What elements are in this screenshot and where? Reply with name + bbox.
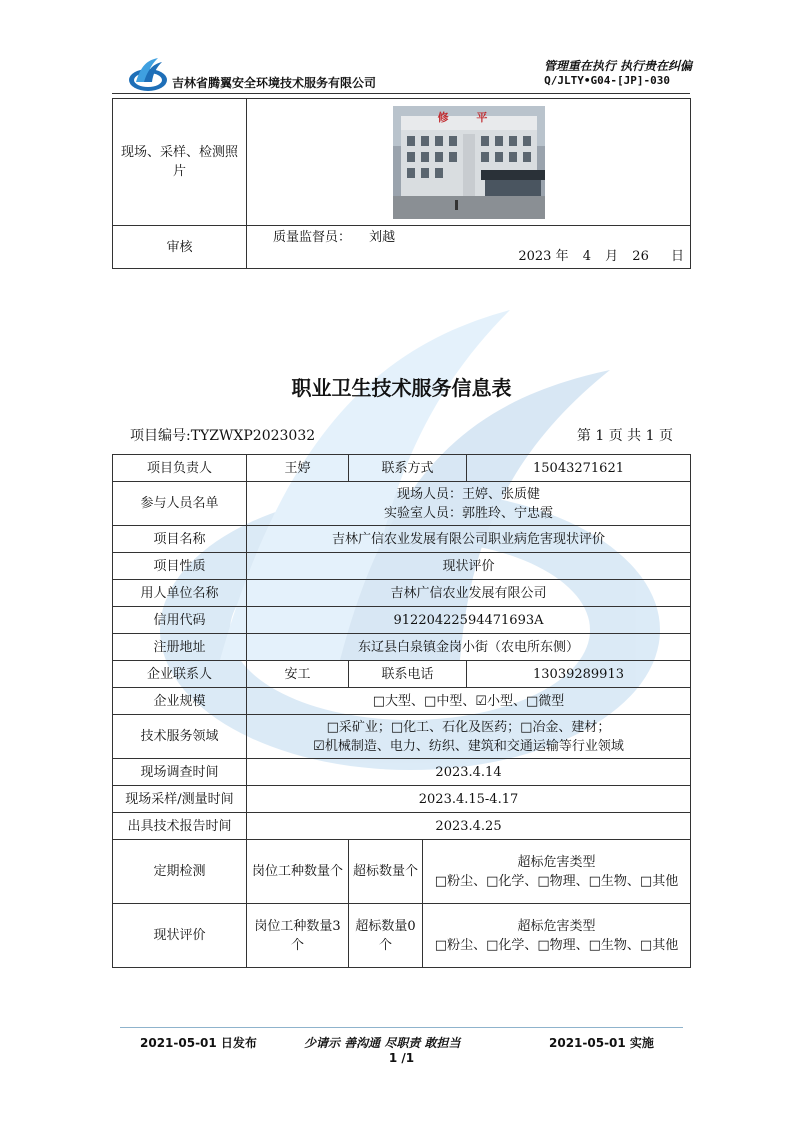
current-hazard-title: 超标危害类型 <box>517 918 596 934</box>
site-photo <box>393 106 545 219</box>
credit-code-label: 信用代码 <box>113 607 247 634</box>
participants-line2: 实验室人员：郭胜玲、宁忠霞 <box>384 505 554 521</box>
periodic-hazard-cell <box>423 840 691 904</box>
field-line2: ☑机械制造、电力、纺织、建筑和交通运输等行业领域 <box>313 738 624 754</box>
field-label: 技术服务领域 <box>113 715 247 759</box>
sampling-time-value: 2023.4.15-4.17 <box>247 786 691 813</box>
supervisor-label: 质量监督员： <box>273 230 352 245</box>
year-char: 年 <box>555 249 569 264</box>
document-code: Q/JLTY•G04-[JP]-030 <box>544 74 670 87</box>
current-posts: 岗位工种数量3个 <box>247 904 349 968</box>
footer-divider <box>120 1027 683 1028</box>
review-label: 审核 <box>113 226 247 269</box>
periodic-exceed: 超标数量个 <box>349 840 423 904</box>
footer-slogan: 少请示 善沟通 尽职责 敢担当 <box>304 1036 461 1050</box>
page-info: 第 1 页 共 1 页 <box>576 428 673 444</box>
supervisor-name: 刘越 <box>369 230 396 245</box>
company-logo-icon <box>128 56 168 92</box>
company-name: 吉林省腾翼安全环境技术服务有限公司 <box>172 76 377 90</box>
header-divider <box>112 93 690 94</box>
sampling-time-label: 现场采样/测量时间 <box>113 786 247 813</box>
leader-value: 王婷 <box>247 455 349 482</box>
employer-label: 用人单位名称 <box>113 580 247 607</box>
address-label: 注册地址 <box>113 634 247 661</box>
current-label: 现状评价 <box>113 904 247 968</box>
participants-label: 参与人员名单 <box>113 482 247 526</box>
phone-label: 联系电话 <box>349 661 467 688</box>
review-day: 26 <box>632 249 649 264</box>
report-time-label: 出具技术报告时间 <box>113 813 247 840</box>
footer-page-number: 1 /1 <box>388 1051 415 1065</box>
effective-date: 2021-05-01 实施 <box>549 1036 654 1050</box>
project-name-value: 吉林广信农业发展有限公司职业病危害现状评价 <box>247 526 691 553</box>
scale-label: 企业规模 <box>113 688 247 715</box>
report-time-value: 2023.4.25 <box>247 813 691 840</box>
project-number: 项目编号:TYZWXP2023032 <box>130 428 316 444</box>
current-exceed: 超标数量0个 <box>349 904 423 968</box>
review-date <box>253 247 684 266</box>
scale-options: □大型、□中型、☑小型、□微型 <box>247 688 691 715</box>
survey-time-value: 2023.4.14 <box>247 759 691 786</box>
phone-value: 13039289913 <box>467 661 691 688</box>
review-cell <box>247 226 691 269</box>
project-nature-label: 项目性质 <box>113 553 247 580</box>
review-month: 4 <box>582 249 591 264</box>
field-line1: □采矿业；□化工、石化及医药；□冶金、建材； <box>326 719 611 735</box>
contact-value: 15043271621 <box>467 455 691 482</box>
current-hazard-options: □粉尘、□化学、□物理、□生物、□其他 <box>434 937 679 953</box>
participants-cell <box>247 482 691 526</box>
day-char: 日 <box>670 249 684 264</box>
company-motto: 管理重在执行 执行贵在纠偏 <box>543 59 692 73</box>
month-char: 月 <box>605 249 619 264</box>
participants-line1: 现场人员：王婷、张质健 <box>397 486 541 502</box>
project-name-label: 项目名称 <box>113 526 247 553</box>
survey-time-label: 现场调查时间 <box>113 759 247 786</box>
credit-code-value: 91220422594471693A <box>247 607 691 634</box>
periodic-label: 定期检测 <box>113 840 247 904</box>
building-sign-text: 修 平 <box>437 110 500 124</box>
employer-value: 吉林广信农业发展有限公司 <box>247 580 691 607</box>
address-value: 东辽县白泉镇金岗小街（农电所东侧） <box>247 634 691 661</box>
photo-cell <box>247 99 691 226</box>
contact-label: 联系方式 <box>349 455 467 482</box>
review-table <box>112 98 691 269</box>
enterprise-contact-value: 安工 <box>247 661 349 688</box>
periodic-hazard-options: □粉尘、□化学、□物理、□生物、□其他 <box>434 873 679 889</box>
review-year: 2023 <box>518 249 552 264</box>
info-table <box>112 454 691 968</box>
leader-label: 项目负责人 <box>113 455 247 482</box>
periodic-posts: 岗位工种数量个 <box>247 840 349 904</box>
current-hazard-cell <box>423 904 691 968</box>
project-nature-value: 现状评价 <box>247 553 691 580</box>
issue-date: 2021-05-01 日发布 <box>140 1036 257 1050</box>
periodic-hazard-title: 超标危害类型 <box>517 854 596 870</box>
enterprise-contact-label: 企业联系人 <box>113 661 247 688</box>
page-title: 职业卫生技术服务信息表 <box>291 376 512 400</box>
photo-label: 现场、采样、检测照片 <box>113 99 247 226</box>
field-cell <box>247 715 691 759</box>
supervisor-line <box>253 228 684 247</box>
